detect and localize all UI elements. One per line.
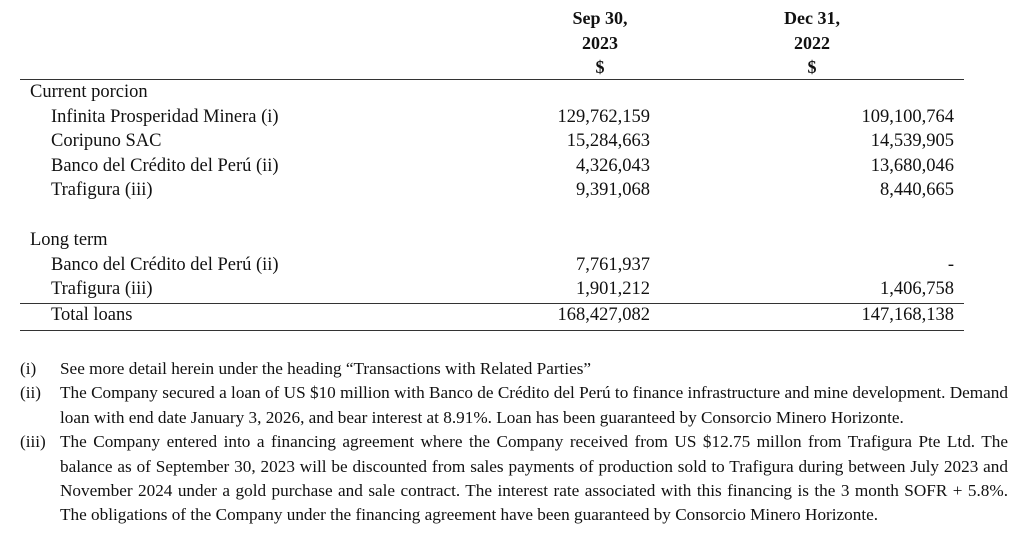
table-row <box>0 154 1024 179</box>
footnote-marker: (iii) <box>20 432 46 452</box>
table-row <box>0 277 1024 302</box>
footnote-marker: (i) <box>20 359 37 378</box>
column-header-date: Dec 31, <box>784 8 840 28</box>
value-2022: 8,440,665 <box>880 180 954 201</box>
value-2023: 7,761,937 <box>576 254 650 275</box>
total-rule <box>20 330 964 331</box>
column-header-currency: $ <box>807 57 817 77</box>
total-2023: 168,427,082 <box>557 305 650 325</box>
table-row <box>0 129 1024 154</box>
footnote-text: The Company entered into a financing agreement where the Company received from US $12.75 millon from Trafigura Pte Ltd. The balance as of September 30, 2023 will be discounted from sales payments of production sold to Trafigura during between July 2023 and November 2024 under a gold purchase and sale contract. The interest rate associated with this financing is the 3 month SOFR + 5.8%. The obligations of the Company under the financing agreement have been guaranteed by Consorcio Minero Horizonte. <box>60 432 1008 525</box>
column-header-sep-2023 <box>540 6 660 80</box>
total-2022: 147,168,138 <box>861 305 954 325</box>
value-2022: 109,100,764 <box>861 106 954 127</box>
total-label: Total loans <box>51 305 133 325</box>
footnote-marker: (ii) <box>20 383 41 403</box>
value-2022: - <box>947 254 954 275</box>
footnote-i <box>20 357 1008 381</box>
section-heading-row <box>0 80 1024 105</box>
table-row <box>0 105 1024 130</box>
value-2022: 13,680,046 <box>870 155 954 176</box>
column-header-date: Sep 30, <box>572 8 628 28</box>
row-label: Coripuno SAC <box>51 131 162 152</box>
footnotes <box>20 357 1008 528</box>
value-2023: 9,391,068 <box>576 180 650 201</box>
value-2022: 1,406,758 <box>880 279 954 300</box>
column-header-dec-2022 <box>752 6 872 80</box>
column-header-year: 2022 <box>794 32 830 53</box>
value-2022: 14,539,905 <box>870 131 954 152</box>
footnote-iii <box>20 430 1008 528</box>
row-label: Banco del Crédito del Perú (ii) <box>51 155 279 176</box>
column-header-year: 2023 <box>582 32 618 53</box>
footnote-text: See more detail herein under the heading “Transactions with Related Parties” <box>60 359 592 378</box>
footnote-text: The Company secured a loan of US $10 million with Banco de Crédito del Perú to finance infrastructure and mine development. Demand loan with end date January 3, 2026, and bear interest at 8.91%. Loan has been guaranteed by Consorcio Minero Horizonte. <box>60 383 1008 427</box>
row-label: Banco del Crédito del Perú (ii) <box>51 254 279 275</box>
section-title-current: Current porcion <box>30 82 148 102</box>
value-2023: 1,901,212 <box>576 279 650 300</box>
total-row <box>0 303 1024 328</box>
value-2023: 15,284,663 <box>566 131 650 152</box>
column-header-currency: $ <box>595 57 605 77</box>
footnote-ii <box>20 381 1008 430</box>
section-title-long-term: Long term <box>30 230 108 250</box>
value-2023: 4,326,043 <box>576 155 650 176</box>
table-row <box>0 253 1024 278</box>
section-heading-row <box>0 228 1024 253</box>
row-label: Trafigura (iii) <box>51 180 153 201</box>
row-label: Trafigura (iii) <box>51 279 153 300</box>
row-label: Infinita Prosperidad Minera (i) <box>51 106 279 127</box>
table-row <box>0 178 1024 203</box>
value-2023: 129,762,159 <box>557 106 650 127</box>
